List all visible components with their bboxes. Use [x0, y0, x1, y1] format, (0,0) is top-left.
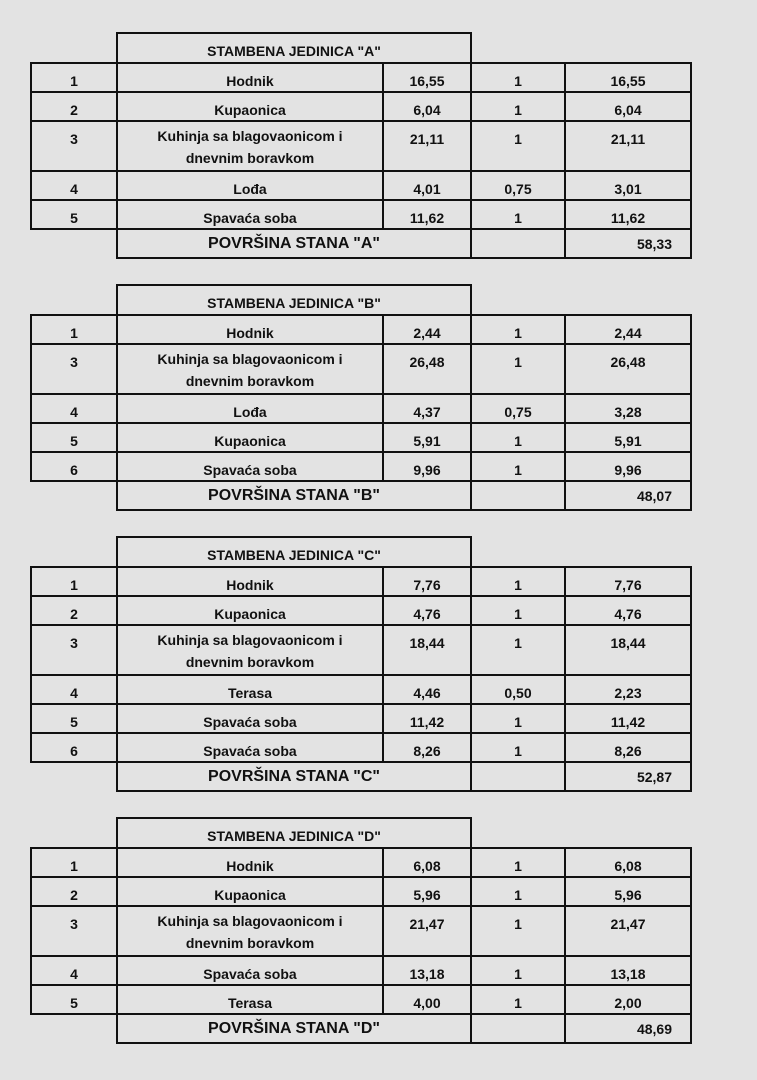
unit-title: STAMBENA JEDINICA "A": [116, 32, 472, 64]
net-area: 9,96: [564, 451, 692, 482]
room-area: 11,62: [382, 199, 472, 230]
net-area: 3,28: [564, 393, 692, 424]
total-label: POVRŠINA STANA "A": [116, 228, 472, 259]
net-area: 6,04: [564, 91, 692, 122]
room-name: Hodnik: [116, 314, 384, 345]
row-number: 2: [30, 595, 118, 626]
row-number: 4: [30, 674, 118, 705]
total-value: 48,07: [564, 480, 692, 511]
room-area: 21,11: [382, 120, 472, 172]
room-area: 16,55: [382, 62, 472, 93]
room-area: 13,18: [382, 955, 472, 986]
area-coefficient: 1: [470, 876, 566, 907]
room-name: Spavaća soba: [116, 199, 384, 230]
net-area: 11,62: [564, 199, 692, 230]
room-area: 6,04: [382, 91, 472, 122]
room-area: 5,91: [382, 422, 472, 453]
room-name: Kupaonica: [116, 91, 384, 122]
net-area: 21,11: [564, 120, 692, 172]
room-name: Spavaća soba: [116, 732, 384, 763]
room-name: Hodnik: [116, 62, 384, 93]
room-name: Hodnik: [116, 566, 384, 597]
total-blank: [470, 1013, 566, 1044]
total-value: 52,87: [564, 761, 692, 792]
unit-title: STAMBENA JEDINICA "B": [116, 284, 472, 316]
area-coefficient: 1: [470, 422, 566, 453]
room-name: [116, 120, 384, 172]
row-number: 6: [30, 451, 118, 482]
net-area: 6,08: [564, 847, 692, 878]
total-value: 58,33: [564, 228, 692, 259]
row-number: 1: [30, 62, 118, 93]
row-number: 1: [30, 314, 118, 345]
row-number: 5: [30, 199, 118, 230]
total-blank: [470, 480, 566, 511]
row-number: 4: [30, 955, 118, 986]
net-area: 2,23: [564, 674, 692, 705]
row-number: 4: [30, 170, 118, 201]
area-coefficient: 1: [470, 314, 566, 345]
room-name: Kupaonica: [116, 595, 384, 626]
room-area: 26,48: [382, 343, 472, 395]
room-name: Terasa: [116, 984, 384, 1015]
total-label: POVRŠINA STANA "B": [116, 480, 472, 511]
room-name-text: Kuhinja sa blagovaonicom i dnevnim boravkom: [157, 128, 343, 166]
room-name-text: Kuhinja sa blagovaonicom i dnevnim boravkom: [157, 632, 343, 670]
net-area: 8,26: [564, 732, 692, 763]
room-area: 4,01: [382, 170, 472, 201]
room-area: 9,96: [382, 451, 472, 482]
total-blank: [470, 761, 566, 792]
area-coefficient: 1: [470, 703, 566, 734]
net-area: 18,44: [564, 624, 692, 676]
row-number: 5: [30, 984, 118, 1015]
room-area: 8,26: [382, 732, 472, 763]
area-coefficient: 1: [470, 624, 566, 676]
room-name: [116, 624, 384, 676]
row-number: 3: [30, 120, 118, 172]
area-coefficient: 1: [470, 120, 566, 172]
room-name-text: Kuhinja sa blagovaonicom i dnevnim boravkom: [157, 913, 343, 951]
total-label: POVRŠINA STANA "D": [116, 1013, 472, 1044]
room-name-text: Kuhinja sa blagovaonicom i dnevnim boravkom: [157, 351, 343, 389]
room-area: 11,42: [382, 703, 472, 734]
area-coefficient: 1: [470, 595, 566, 626]
area-coefficient: 1: [470, 566, 566, 597]
net-area: 7,76: [564, 566, 692, 597]
net-area: 3,01: [564, 170, 692, 201]
net-area: 11,42: [564, 703, 692, 734]
area-coefficient: 0,75: [470, 393, 566, 424]
room-name: Hodnik: [116, 847, 384, 878]
room-name: Spavaća soba: [116, 451, 384, 482]
row-number: 4: [30, 393, 118, 424]
net-area: 5,96: [564, 876, 692, 907]
area-coefficient: 1: [470, 451, 566, 482]
row-number: 3: [30, 624, 118, 676]
net-area: 13,18: [564, 955, 692, 986]
area-coefficient: 1: [470, 343, 566, 395]
room-area: 2,44: [382, 314, 472, 345]
row-number: 5: [30, 422, 118, 453]
row-number: 1: [30, 566, 118, 597]
area-coefficient: 1: [470, 847, 566, 878]
room-name: Spavaća soba: [116, 703, 384, 734]
room-area: 6,08: [382, 847, 472, 878]
room-area: 4,00: [382, 984, 472, 1015]
room-name: Terasa: [116, 674, 384, 705]
room-name: Lođa: [116, 393, 384, 424]
room-name: Kupaonica: [116, 422, 384, 453]
room-name: [116, 343, 384, 395]
area-coefficient: 1: [470, 732, 566, 763]
room-area: 21,47: [382, 905, 472, 957]
area-coefficient: 1: [470, 905, 566, 957]
room-area: 4,46: [382, 674, 472, 705]
area-coefficient: 1: [470, 984, 566, 1015]
row-number: 5: [30, 703, 118, 734]
area-coefficient: 1: [470, 62, 566, 93]
area-coefficient: 0,75: [470, 170, 566, 201]
room-area: 5,96: [382, 876, 472, 907]
net-area: 2,00: [564, 984, 692, 1015]
net-area: 5,91: [564, 422, 692, 453]
unit-title: STAMBENA JEDINICA "D": [116, 817, 472, 849]
total-label: POVRŠINA STANA "C": [116, 761, 472, 792]
area-coefficient: 1: [470, 199, 566, 230]
net-area: 4,76: [564, 595, 692, 626]
area-coefficient: 1: [470, 91, 566, 122]
room-name: Spavaća soba: [116, 955, 384, 986]
net-area: 21,47: [564, 905, 692, 957]
room-name: [116, 905, 384, 957]
row-number: 2: [30, 876, 118, 907]
room-area: 4,76: [382, 595, 472, 626]
row-number: 3: [30, 905, 118, 957]
unit-title: STAMBENA JEDINICA "C": [116, 536, 472, 568]
net-area: 2,44: [564, 314, 692, 345]
row-number: 2: [30, 91, 118, 122]
net-area: 16,55: [564, 62, 692, 93]
room-name: Kupaonica: [116, 876, 384, 907]
net-area: 26,48: [564, 343, 692, 395]
row-number: 1: [30, 847, 118, 878]
area-coefficient: 0,50: [470, 674, 566, 705]
area-coefficient: 1: [470, 955, 566, 986]
total-value: 48,69: [564, 1013, 692, 1044]
total-blank: [470, 228, 566, 259]
room-area: 4,37: [382, 393, 472, 424]
room-name: Lođa: [116, 170, 384, 201]
row-number: 6: [30, 732, 118, 763]
row-number: 3: [30, 343, 118, 395]
room-area: 7,76: [382, 566, 472, 597]
room-area: 18,44: [382, 624, 472, 676]
